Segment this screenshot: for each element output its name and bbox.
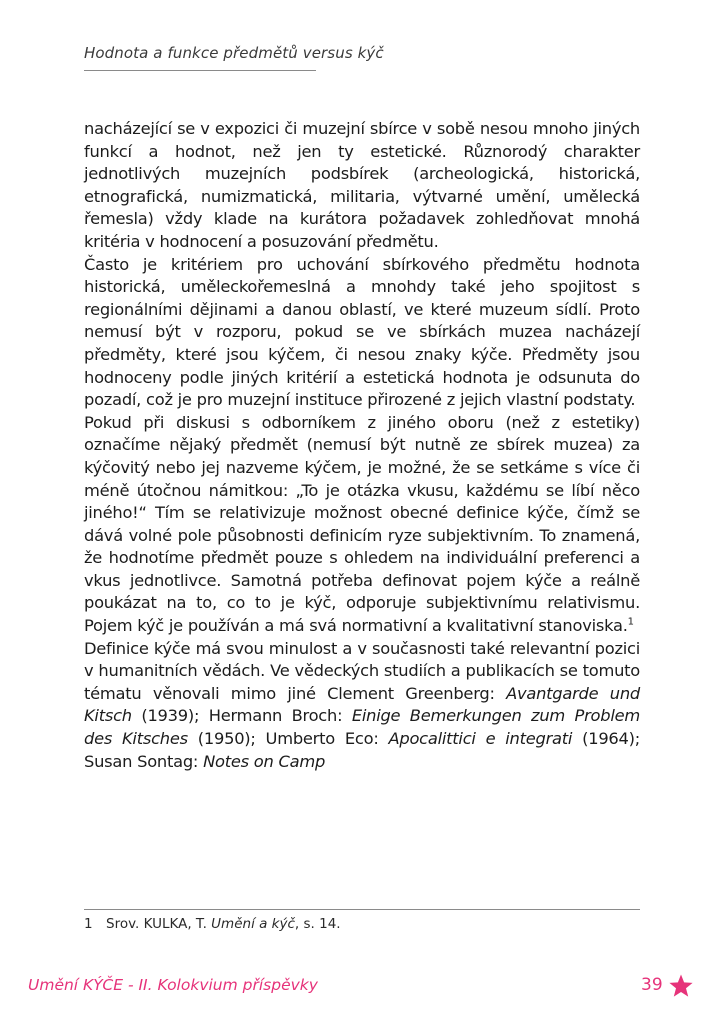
paragraph-4-text: (1939); Hermann Broch:	[131, 706, 352, 726]
footnote-book-title: Umění a kýč	[211, 916, 295, 932]
paragraph-4	[84, 638, 640, 774]
paragraph-3-text: Pokud při diskusi s odborníkem z jiného oboru (než z estetiky) označíme nějaký předmět (nemusí být nutně ze sbírek muzea) za kýčovitý nebo jej nazveme kýčem, je možné, že se setkáme s více či méně útočnou námitkou: „To je otázka vkusu, každému se líbí něco jiného!“ Tím se relativizuje možnost obecné definice kýče, čímž se dává volné pole působnosti definicím ryze subjektivním. To znamená, že hodnotíme předmět pouze s ohledem na individuální preferenci a vkus jednotlivce. Samotná potřeba definovat pojem kýče a reálně poukázat na to, co to je kýč, odporuje subjektivnímu relativismu. Pojem kýč je používán a má svá normativní a kvalitativní stanoviska.	[84, 412, 640, 636]
footnote	[84, 916, 640, 932]
paragraph-4-text: (1964); Susan Sontag:	[84, 729, 640, 771]
book-title: Apocalittici e integrati	[388, 729, 573, 749]
book-title: Avantgarde und Kitsch	[84, 683, 640, 726]
footnote-divider	[84, 909, 640, 910]
header-divider	[84, 70, 316, 71]
paragraph-3	[84, 412, 640, 638]
book-title: Einige Bemerkungen zum Problem des Kitsches	[84, 706, 640, 749]
book-title: Notes on Camp	[203, 751, 326, 771]
paragraph-4-text: (1950); Umberto Eco:	[187, 729, 389, 749]
page-number: 39	[641, 975, 663, 995]
running-head-title: Hodnota a funkce předmětů versus kýč	[84, 44, 384, 62]
footnote-number: 1	[84, 916, 93, 932]
paragraph-1: nacházející se v expozici či muzejní sbírce v sobě nesou mnoho jiných funkcí a hodnot, než jen ty estetické. Různorodý charakter jednotlivých muzejních podsbírek (archeologická, historická, etnografická, numizmatická, militaria, výtvarné umění, umělecká řemesla) vždy klade na kurátora požadavek zohledňovat mnohá kritéria v hodnocení a posuzování předmětu.	[84, 119, 640, 251]
footnote-text: Srov. KULKA, T.	[106, 916, 212, 932]
footer-publication-title: Umění KÝČE - II. Kolokvium příspěvky	[28, 976, 318, 994]
star-icon	[668, 973, 694, 999]
body-text	[84, 118, 640, 773]
footnote-text-end: , s. 14.	[294, 916, 341, 932]
paragraph-2: Často je kritériem pro uchování sbírkového předmětu hodnota historická, uměleckořemeslná a mnohdy také jeho spojitost s regionálními dějinami a danou oblastí, ve které muzeum sídlí. Proto nemusí být v rozporu, pokud se ve sbírkách muzea nacházejí předměty, které jsou kýčem, či nesou znaky kýče. Předměty jsou hodnoceny podle jiných kritérií a estetická hodnota je odsunuta do pozadí, což je pro muzejní instituce přirozené z jejich vlastní podstaty.	[84, 254, 640, 410]
paragraph-4-text: Definice kýče má svou minulost a v současnosti také relevantní pozici v humanitních vědách. Ve vědeckých studiích a publikacích se tomuto tématu věnovali mimo jiné Clement Greenberg:	[84, 638, 640, 703]
footnote-reference[interactable]: 1	[627, 616, 634, 628]
